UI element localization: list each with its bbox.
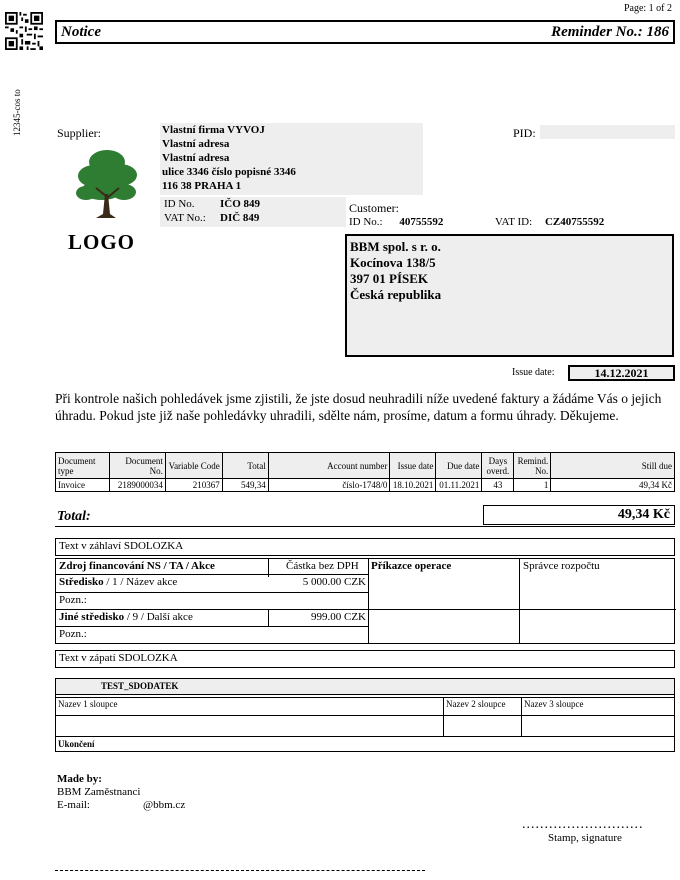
customer-label: Customer: <box>349 201 399 215</box>
email-value: @bbm.cz <box>143 799 186 811</box>
pid-value <box>540 125 675 139</box>
form-footer-text: Text v zápatí SDOLOZKA <box>55 650 675 668</box>
row-center-2-rest: / 9 / Další akce <box>124 611 193 623</box>
email-label: E-mail: <box>57 799 90 811</box>
col-header: Total <box>222 453 268 479</box>
customer-id-value: 40755592 <box>399 216 444 228</box>
col-header: Due date <box>436 453 482 479</box>
col-amount: Částka bez DPH <box>286 560 359 572</box>
logo-text: LOGO <box>68 230 136 254</box>
col-header: Variable Code <box>165 453 222 479</box>
col-header: Issue date <box>390 453 436 479</box>
table-cell: 1 <box>514 479 551 492</box>
side-code: 12345-cos to <box>12 89 22 136</box>
customer-vat <box>495 216 604 228</box>
made-by-name: BBM Zaměstnanci <box>57 786 141 798</box>
col-header: Document type <box>56 453 110 479</box>
table-cell: číslo-1748/0 <box>268 479 390 492</box>
table-cell: 210367 <box>165 479 222 492</box>
reminder-paragraph: Při kontrole našich pohledávek jsme zjistili, že jste dosud neuhradili níže uvedené faktury a žádáme Vás o jejich úhradu. Pokud jste již naše pohledávky uhradili, sdělte nám, prosíme, datum a formu úhrady. Děkujeme. <box>55 391 662 423</box>
customer-vat-value: CZ40755592 <box>544 216 605 228</box>
made-by <box>57 773 185 812</box>
col-header: Account number <box>268 453 390 479</box>
notice-title: Notice <box>61 23 101 40</box>
notice-header <box>55 20 675 44</box>
row-center-2 <box>59 611 193 623</box>
company-logo <box>62 148 152 258</box>
table-cell: 49,34 Kč <box>551 479 675 492</box>
qr-code-icon <box>5 12 43 50</box>
row-center-1-rest: / 1 / Název akce <box>103 576 178 588</box>
form-header-text: Text v záhlaví SDOLOZKA <box>55 538 675 556</box>
supplier-line: Vlastní firma VYVOJ <box>162 124 265 136</box>
financing-form <box>55 558 675 644</box>
total-divider <box>55 526 675 527</box>
issue-date-label: Issue date: <box>512 367 555 378</box>
note-1: Pozn.: <box>59 594 87 606</box>
extra-col-1: Nazev 1 sloupce <box>58 699 118 709</box>
supplier-line: 116 38 PRAHA 1 <box>162 180 242 192</box>
supplier-ids <box>160 197 346 227</box>
supplier-id-value: IČO 849 <box>220 198 261 210</box>
table-cell: Invoice <box>56 479 110 492</box>
page-counter: Page: 1 of 2 <box>623 3 672 14</box>
customer-vat-label: VAT ID: <box>495 216 533 228</box>
supplier-line: Vlastní adresa <box>162 138 230 150</box>
footer-dashed-line <box>55 870 425 871</box>
made-by-label: Made by: <box>57 773 102 785</box>
row-center-1-bold: Středisko <box>59 576 104 588</box>
extra-col-2: Nazev 2 sloupce <box>446 699 506 709</box>
customer-ids <box>349 216 443 228</box>
note-2: Pozn.: <box>59 628 87 640</box>
extra-title: TEST_SDODATEK <box>101 681 179 691</box>
extra-col-3: Nazev 3 sloupce <box>524 699 584 709</box>
extra-end: Ukončení <box>58 739 95 749</box>
customer-line: 397 01 PÍSEK <box>350 271 429 286</box>
supplier-line: Vlastní adresa <box>162 152 230 164</box>
total-label: Total: <box>57 509 91 524</box>
table-cell: 01.11.2021 <box>436 479 482 492</box>
pid-label: PID: <box>513 126 536 140</box>
customer-line: BBM spol. s r. o. <box>350 239 441 254</box>
customer-line: Česká republika <box>350 287 442 302</box>
row-amount-1: 5 000.00 CZK <box>302 576 366 588</box>
col-admin: Správce rozpočtu <box>523 560 600 572</box>
col-header: Remind. No. <box>514 453 551 479</box>
issue-date-value: 14.12.2021 <box>568 365 675 381</box>
table-cell: 43 <box>482 479 514 492</box>
table-cell: 18.10.2021 <box>390 479 436 492</box>
table-row <box>56 479 675 492</box>
tree-icon <box>72 148 142 223</box>
supplier-id-label: ID No. <box>164 198 195 210</box>
table-header-row <box>56 453 675 479</box>
extra-section <box>55 678 675 752</box>
customer-line: Kocínova 138/5 <box>350 255 436 270</box>
supplier-vat-label: VAT No.: <box>164 212 206 224</box>
stamp-label: Stamp, signature <box>548 832 622 844</box>
documents-table <box>55 452 675 492</box>
col-header: Document No. <box>109 453 165 479</box>
customer-address <box>345 234 674 357</box>
supplier-address <box>160 123 423 195</box>
row-center-2-bold: Jiné středisko <box>59 611 125 623</box>
signature-line: ........................... <box>522 817 644 832</box>
table-cell: 2189000034 <box>109 479 165 492</box>
col-source: Zdroj financování NS / TA / Akce <box>59 560 215 572</box>
row-center-1 <box>59 576 177 588</box>
row-amount-2: 999.00 CZK <box>311 611 366 623</box>
col-header: Days overd. <box>482 453 514 479</box>
col-header: Still due <box>551 453 675 479</box>
reminder-number: Reminder No.: 186 <box>551 23 669 40</box>
total-value: 49,34 Kč <box>483 505 675 525</box>
supplier-vat-value: DIČ 849 <box>220 212 260 224</box>
col-orderer: Příkazce operace <box>371 560 452 572</box>
table-cell: 549,34 <box>222 479 268 492</box>
supplier-label: Supplier: <box>57 126 101 140</box>
customer-id-label: ID No.: <box>349 216 383 228</box>
supplier-line: ulice 3346 číslo popisné 3346 <box>162 166 296 178</box>
